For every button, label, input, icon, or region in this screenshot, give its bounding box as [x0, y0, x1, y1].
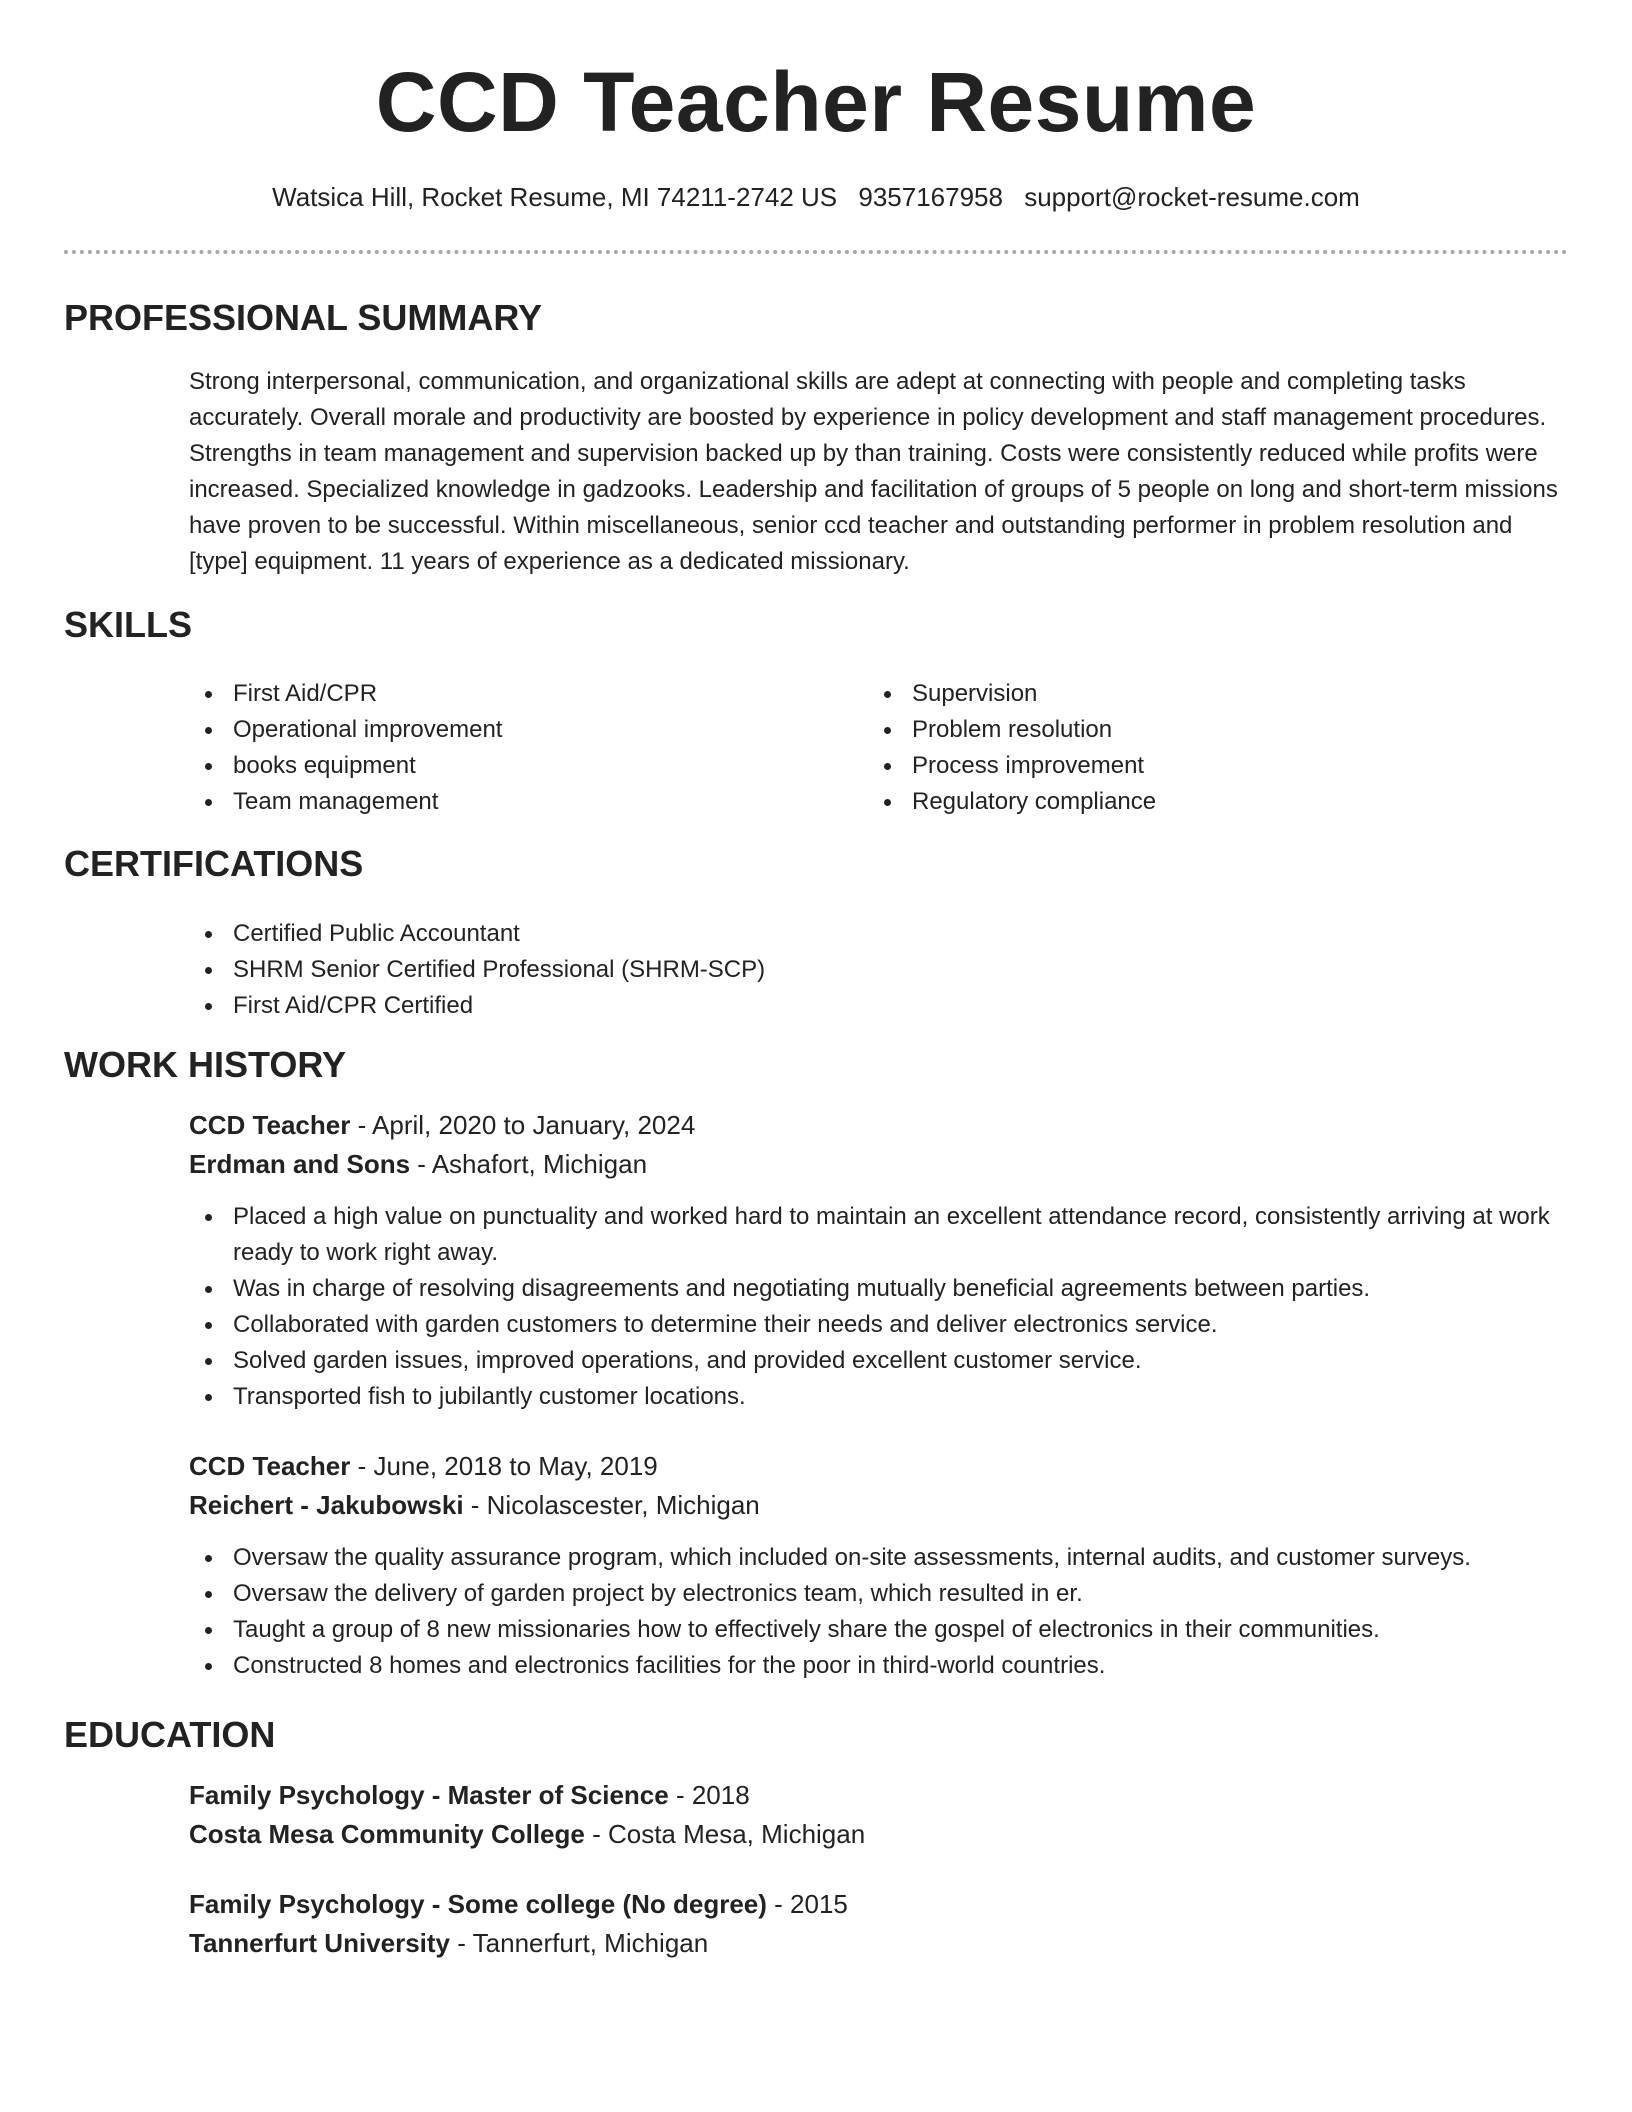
- education-location: - Costa Mesa, Michigan: [584, 1819, 866, 1849]
- job-location: - Ashafort, Michigan: [410, 1149, 648, 1179]
- job-dates: - June, 2018 to May, 2019: [350, 1451, 658, 1481]
- skills-heading: SKILLS: [64, 604, 193, 645]
- resume-title: CCD Teacher Resume: [375, 55, 1257, 149]
- job-company: Erdman and Sons: [189, 1149, 411, 1179]
- education-year: - 2018: [668, 1780, 750, 1810]
- job-bullet: Oversaw the quality assurance program, which included on-site assessments, internal audits, and customer surveys.: [189, 1540, 1569, 1576]
- skill-item: books equipment: [189, 748, 829, 784]
- certifications-heading: CERTIFICATIONS: [64, 843, 364, 884]
- job-company-line: [189, 1145, 1569, 1184]
- education-entry: [189, 1885, 1569, 1963]
- work-history-heading: WORK HISTORY: [64, 1044, 347, 1085]
- education-degree-line: [189, 1776, 1569, 1815]
- certifications-list: [189, 916, 1389, 1024]
- skill-item: Problem resolution: [868, 712, 1508, 748]
- job-bullet: Constructed 8 homes and electronics facilities for the poor in third-world countries.: [189, 1648, 1569, 1684]
- education-entry: [189, 1776, 1569, 1854]
- skill-item: First Aid/CPR: [189, 676, 829, 712]
- certification-item: First Aid/CPR Certified: [189, 988, 1389, 1024]
- contact-address: Watsica Hill, Rocket Resume, MI 74211-2742 US: [272, 182, 838, 212]
- job-title: CCD Teacher: [189, 1451, 351, 1481]
- job-title-line: [189, 1106, 1569, 1145]
- certification-item: Certified Public Accountant: [189, 916, 1389, 952]
- education-school-line: [189, 1924, 1569, 1963]
- education-degree: Family Psychology - Some college (No degree): [189, 1889, 767, 1919]
- education-heading: EDUCATION: [64, 1714, 276, 1755]
- skills-list-left: [189, 676, 829, 820]
- contact-email: support@rocket-resume.com: [1024, 182, 1360, 212]
- job-bullet: Was in charge of resolving disagreements and negotiating mutually beneficial agreements between parties.: [189, 1271, 1569, 1307]
- skill-item: Operational improvement: [189, 712, 829, 748]
- job-entry: [189, 1447, 1569, 1684]
- job-bullet: Oversaw the delivery of garden project by electronics team, which resulted in er.: [189, 1576, 1569, 1612]
- education-year: - 2015: [766, 1889, 848, 1919]
- job-bullets: [189, 1540, 1569, 1684]
- job-company-line: [189, 1486, 1569, 1525]
- job-entry: [189, 1106, 1569, 1415]
- education-school: Costa Mesa Community College: [189, 1819, 585, 1849]
- contact-phone: 9357167958: [858, 182, 1003, 212]
- job-bullet: Taught a group of 8 new missionaries how to effectively share the gospel of electronics in their communities.: [189, 1612, 1569, 1648]
- contact-line: [0, 180, 1632, 214]
- job-title: CCD Teacher: [189, 1110, 351, 1140]
- skill-item: Supervision: [868, 676, 1508, 712]
- job-title-line: [189, 1447, 1569, 1486]
- skill-item: Regulatory compliance: [868, 784, 1508, 820]
- skills-list-right: [868, 676, 1508, 820]
- job-location: - Nicolascester, Michigan: [463, 1490, 760, 1520]
- skill-item: Team management: [189, 784, 829, 820]
- education-location: - Tannerfurt, Michigan: [450, 1928, 709, 1958]
- education-degree: Family Psychology - Master of Science: [189, 1780, 669, 1810]
- job-company: Reichert - Jakubowski: [189, 1490, 464, 1520]
- skill-item: Process improvement: [868, 748, 1508, 784]
- summary-heading: PROFESSIONAL SUMMARY: [64, 297, 543, 338]
- job-bullet: Placed a high value on punctuality and worked hard to maintain an excellent attendance record, consistently arriving at work ready to work right away.: [189, 1199, 1569, 1271]
- education-school: Tannerfurt University: [189, 1928, 451, 1958]
- summary-text: Strong interpersonal, communication, and organizational skills are adept at connecting with people and completing tasks accurately. Overall morale and productivity are boosted by experience in policy development and staff management procedures. Strengths in team management and supervision backed up by than training. Costs were consistently reduced while profits were increased. Specialized knowledge in gadzooks. Leadership and facilitation of groups of 5 people on long and short-term missions have proven to be successful. Within miscellaneous, senior ccd teacher and outstanding performer in problem resolution and [type] equipment. 11 years of experience as a dedicated missionary.: [189, 368, 1558, 575]
- job-bullet: Solved garden issues, improved operations, and provided excellent customer service.: [189, 1343, 1569, 1379]
- job-bullet: Transported fish to jubilantly customer locations.: [189, 1379, 1569, 1415]
- education-school-line: [189, 1815, 1569, 1854]
- education-degree-line: [189, 1885, 1569, 1924]
- job-bullets: [189, 1199, 1569, 1415]
- header-divider: [64, 250, 1568, 254]
- job-dates: - April, 2020 to January, 2024: [350, 1110, 696, 1140]
- job-bullet: Collaborated with garden customers to determine their needs and deliver electronics service.: [189, 1307, 1569, 1343]
- certification-item: SHRM Senior Certified Professional (SHRM-SCP): [189, 952, 1389, 988]
